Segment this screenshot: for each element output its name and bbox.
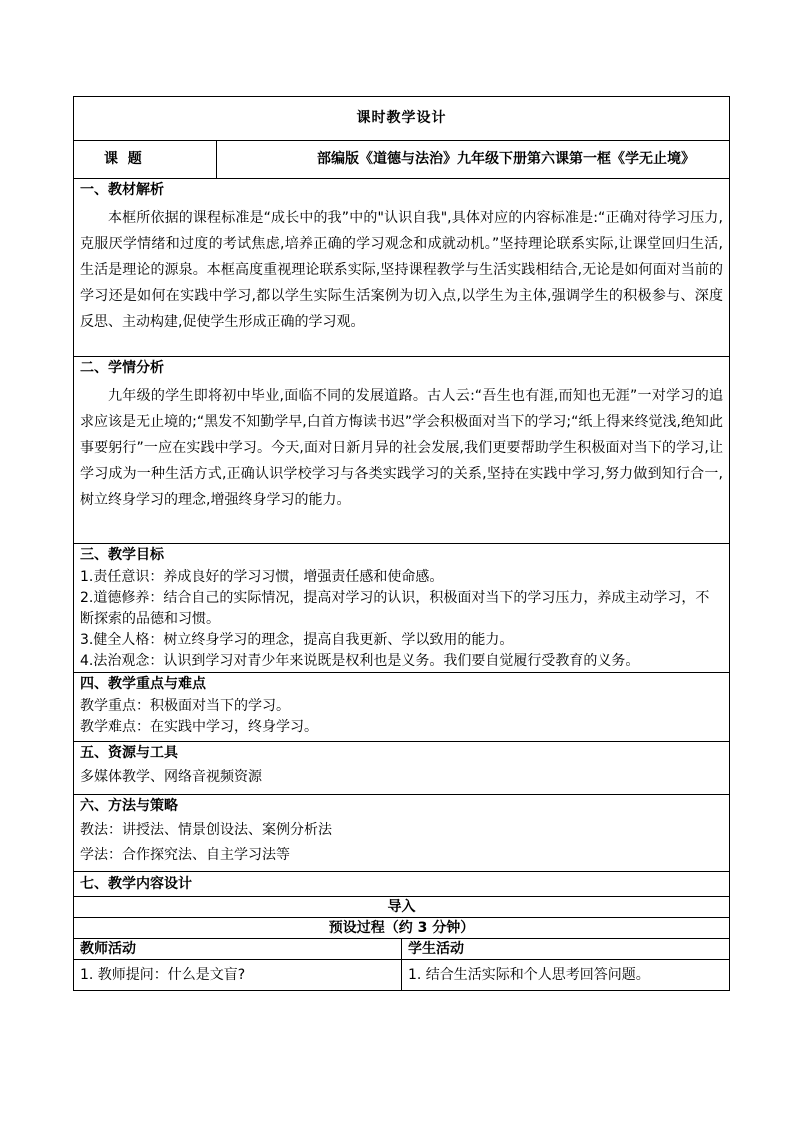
stage-label: 导入 [74, 897, 730, 918]
section-resources [74, 742, 730, 795]
section-heading: 四、教学重点与难点 [80, 676, 206, 692]
objective-item: 4.法治观念：认识到学习对青少年来说既是权利也是义务。我们要自觉履行受教育的义务。 [80, 653, 640, 669]
objective-item: 2.道德修养：结合自己的实际情况，提高对学习的认识，积极面对当下的学习压力，养成主动学习，不断探索的品德和习惯。 [80, 590, 710, 627]
section-student-analysis [74, 357, 730, 544]
key-point-item: 教学重点：积极面对当下的学习。 [80, 698, 290, 714]
topic-row [74, 141, 730, 179]
learning-method-item: 学法：合作探究法、自主学习法等 [80, 847, 290, 863]
objective-item: 1.责任意识：养成良好的学习习惯，增强责任感和使命感。 [80, 569, 444, 585]
section-heading: 五、资源与工具 [80, 745, 178, 761]
section-key-points [74, 673, 730, 742]
objective-item: 3.健全人格：树立终身学习的理念，提高自我更新、学以致用的能力。 [80, 632, 514, 648]
section-heading: 二、学情分析 [80, 360, 164, 376]
teacher-activity-header: 教师活动 [74, 939, 402, 960]
section-content-design [74, 872, 730, 897]
doc-title: 课时教学设计 [74, 97, 730, 141]
student-activity-header: 学生活动 [402, 939, 730, 960]
section-heading: 六、方法与策略 [80, 798, 178, 814]
teaching-method-item: 教法：讲授法、情景创设法、案例分析法 [80, 822, 332, 838]
process-row [74, 918, 730, 939]
topic-label: 课 题 [74, 141, 217, 179]
section-heading: 七、教学内容设计 [74, 872, 730, 897]
resource-item: 多媒体教学、网络音视频资源 [80, 769, 262, 785]
lesson-design-table [73, 96, 730, 991]
teacher-activity-cell: 1. 教师提问：什么是文盲? [74, 960, 402, 991]
activity-row [74, 960, 730, 991]
section-textbook-analysis [74, 179, 730, 357]
section-heading: 三、教学目标 [80, 547, 164, 563]
activity-header-row [74, 939, 730, 960]
difficulty-item: 教学难点：在实践中学习，终身学习。 [80, 719, 318, 735]
process-label: 预设过程（约 3 分钟） [74, 918, 730, 939]
section-paragraph: 本框所依据的课程标准是“成长中的我”中的"认识自我",具体对应的内容标准是:“正确对待学习压力,克服厌学情绪和过度的考试焦虑,培养正确的学习观念和成就动机。”坚持理论联系实际,让课堂回归生活,生活是理论的源泉。本框高度重视理论联系实际,坚持课程教学与生活实践相结合,无论是如何面对当前的学习还是如何在实践中学习,都以学生实际生活案例为切入点,以学生为主体,强调学生的积极参与、深度反思、主动构建,促使学生形成正确的学习观。 [80, 210, 724, 330]
stage-row [74, 897, 730, 918]
section-paragraph: 九年级的学生即将初中毕业,面临不同的发展道路。古人云:“吾生也有涯,而知也无涯”一对学习的追求应该是无止境的;“黑发不知勤学早,白首方悔读书迟”学会积极面对当下的学习;“纸上得来终觉浅,绝知此事要躬行”一应在实践中学习。今天,面对日新月异的社会发展,我们更要帮助学生积极面对当下的学习,让学习成为一种生活方式,正确认识学校学习与各类实践学习的关系,坚持在实践中学习,努力做到知行合一,树立终身学习的理念,增强终身学习的能力。 [80, 388, 724, 508]
title-row [74, 97, 730, 141]
section-teaching-objectives [74, 544, 730, 673]
student-activity-cell: 1. 结合生活实际和个人思考回答问题。 [402, 960, 730, 991]
section-heading: 一、教材解析 [80, 182, 164, 198]
topic-value: 部编版《道德与法治》九年级下册第六课第一框《学无止境》 [217, 141, 730, 179]
section-methods [74, 795, 730, 872]
